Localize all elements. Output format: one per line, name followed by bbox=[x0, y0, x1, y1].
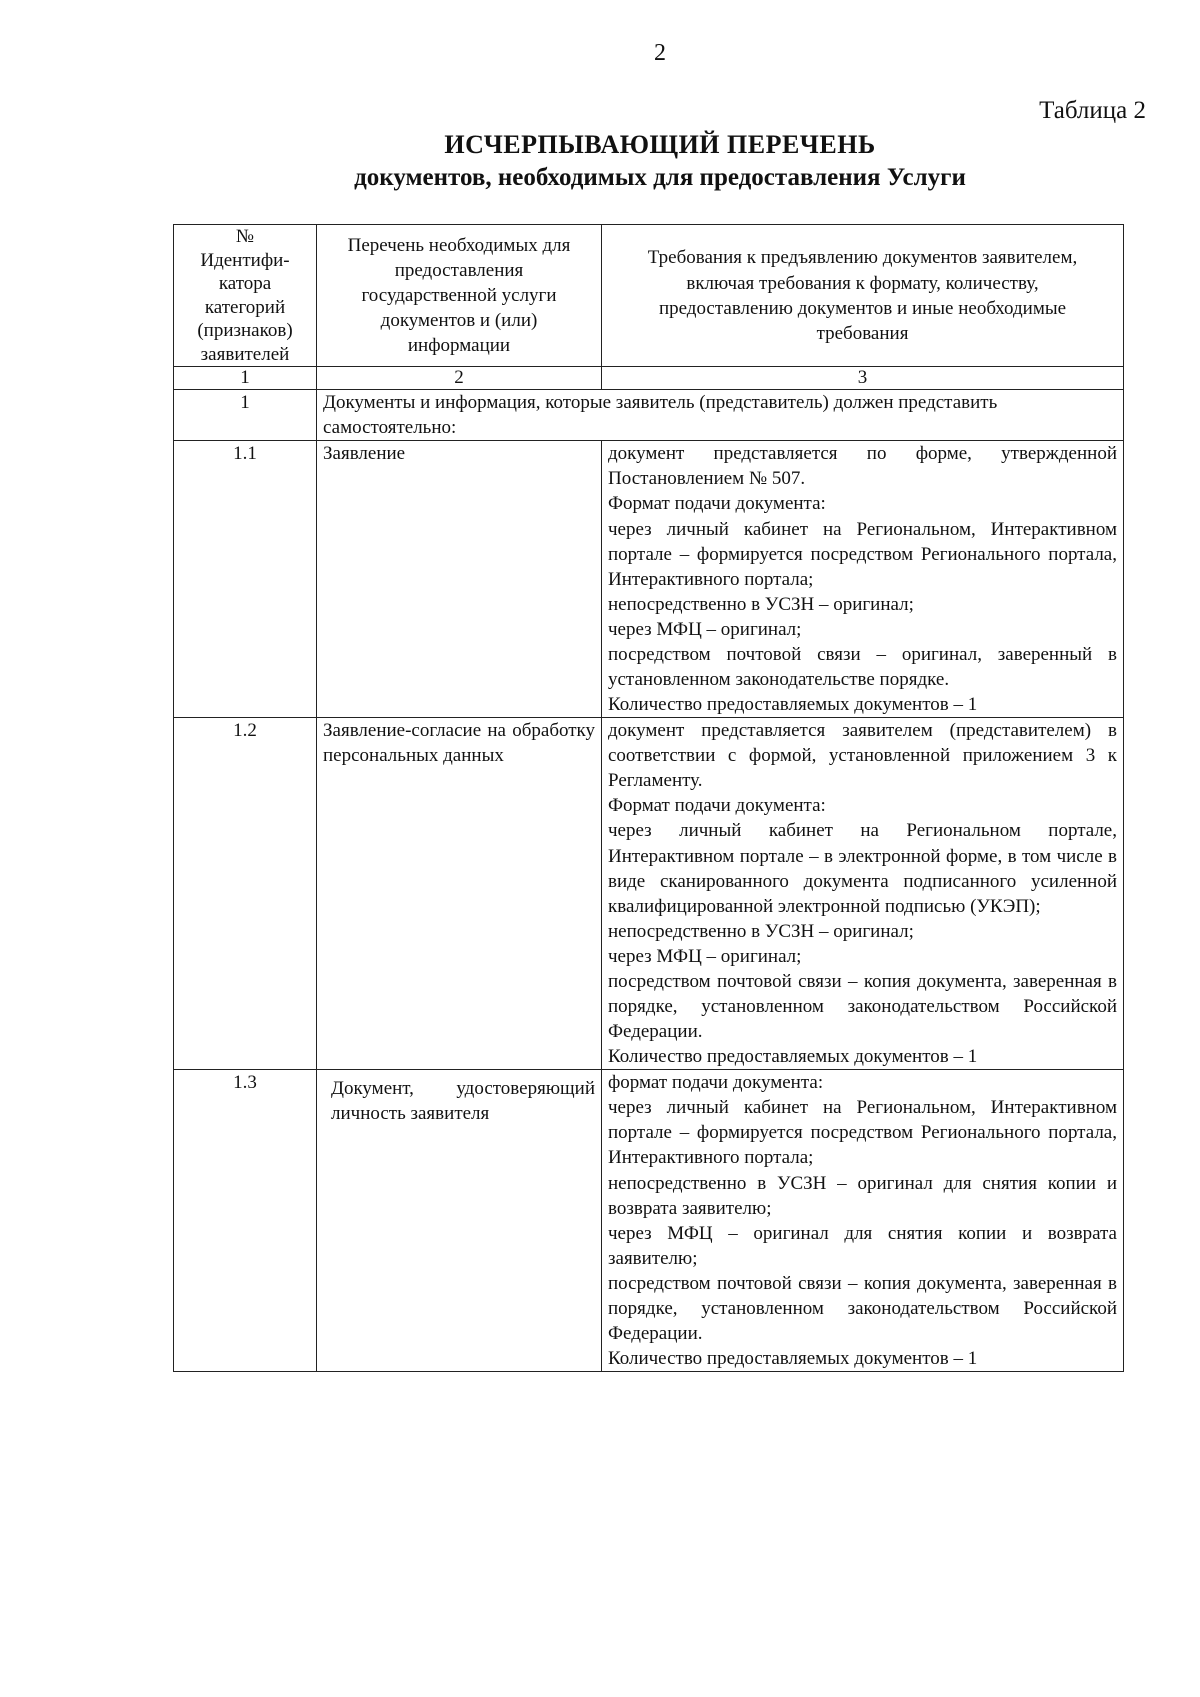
section-row bbox=[174, 390, 1124, 441]
column-number: 2 bbox=[317, 367, 602, 390]
requirement-line: Формат подачи документа: bbox=[608, 795, 826, 817]
header-line: документов и (или) bbox=[380, 310, 538, 332]
section-id: 1 bbox=[174, 390, 317, 441]
table-row bbox=[174, 718, 1124, 1070]
header-line: включая требования к формату, количеству, bbox=[686, 272, 1039, 294]
requirement-line: через личный кабинет на Региональном портале, Интерактивном портале – в электронной форме, в том числе в виде сканированного документа подписанного усиленной квалифицированной электронной подписью (УКЭП); bbox=[608, 820, 1117, 917]
row-document: Заявление bbox=[317, 441, 602, 718]
header-line: предоставлению документов и иные необходимые bbox=[658, 297, 1067, 319]
row-requirements bbox=[602, 1070, 1124, 1372]
row-document: Документ, удостоверяющий личность заявителя bbox=[317, 1070, 602, 1372]
document-subtitle: документов, необходимых для предоставления Услуги bbox=[354, 164, 966, 191]
row-requirements bbox=[602, 718, 1124, 1070]
header-line: требования bbox=[816, 322, 909, 344]
page-number: 2 bbox=[654, 40, 666, 66]
table-row bbox=[174, 441, 1124, 718]
requirement-line: через личный кабинет на Региональном, Интерактивном портале – формируется посредством Регионального портала, Интерактивного портала; bbox=[608, 518, 1117, 590]
requirement-line: посредством почтовой связи – оригинал, заверенный в установленном законодательстве порядке. bbox=[608, 643, 1117, 690]
row-document: Заявление-согласие на обработку персональных данных bbox=[317, 718, 602, 1070]
requirement-line: посредством почтовой связи – копия документа, заверенная в порядке, установленном законодательством Российской Федерации. bbox=[608, 970, 1117, 1043]
requirement-line: документ представляется заявителем (представителем) в соответствии с формой, установленной приложением 3 к Регламенту. bbox=[608, 720, 1117, 792]
requirement-line: непосредственно в УСЗН – оригинал; bbox=[608, 920, 914, 942]
requirement-line: посредством почтовой связи – копия документа, заверенная в порядке, установленном законодательством Российской Федерации. bbox=[608, 1272, 1117, 1345]
header-line: (признаков) bbox=[197, 320, 293, 342]
row-requirements bbox=[602, 441, 1124, 718]
table-caption: Таблица 2 bbox=[1039, 97, 1146, 124]
header-line: № bbox=[235, 226, 255, 247]
table-header-row bbox=[174, 225, 1124, 367]
row-id: 1.1 bbox=[174, 441, 317, 718]
header-line: Перечень необходимых для bbox=[347, 234, 571, 256]
requirement-line: документ представляется по форме, утвержденной Постановлением № 507. bbox=[608, 443, 1117, 490]
document-title: ИСЧЕРПЫВАЮЩИЙ ПЕРЕЧЕНЬ bbox=[444, 130, 876, 159]
header-line: катора bbox=[218, 273, 272, 295]
requirement-line: через МФЦ – оригинал для снятия копии и возврата заявителю; bbox=[608, 1222, 1117, 1269]
header-line: информации bbox=[407, 335, 511, 357]
header-required-documents bbox=[317, 225, 602, 367]
requirement-line: формат подачи документа: bbox=[608, 1072, 824, 1094]
column-number: 1 bbox=[174, 367, 317, 390]
column-number-row bbox=[174, 367, 1124, 390]
requirement-line: Формат подачи документа: bbox=[608, 493, 826, 515]
header-line: государственной услуги bbox=[361, 285, 557, 307]
requirement-line: непосредственно в УСЗН – оригинал для снятия копии и возврата заявителю; bbox=[608, 1172, 1117, 1219]
header-line: предоставления bbox=[394, 260, 524, 282]
header-line: категорий bbox=[204, 296, 286, 318]
requirement-line: через МФЦ – оригинал; bbox=[608, 945, 802, 967]
requirement-line: Количество предоставляемых документов – 1 bbox=[608, 1046, 978, 1068]
header-line: Идентифи- bbox=[200, 249, 290, 271]
row-id: 1.2 bbox=[174, 718, 317, 1070]
requirement-line: Количество предоставляемых документов – 1 bbox=[608, 1348, 978, 1370]
header-line: Требования к предъявлению документов заявителем, bbox=[647, 247, 1078, 269]
requirement-line: через личный кабинет на Региональном, Интерактивном портале – формируется посредством Регионального портала, Интерактивного портала; bbox=[608, 1097, 1117, 1169]
section-text: Документы и информация, которые заявитель (представитель) должен представить самостоятельно: bbox=[317, 390, 1124, 441]
row-id: 1.3 bbox=[174, 1070, 317, 1372]
header-requirements bbox=[602, 225, 1124, 367]
table-row bbox=[174, 1070, 1124, 1372]
requirement-line: Количество предоставляемых документов – 1 bbox=[608, 694, 978, 716]
header-applicant-category-id bbox=[174, 225, 317, 367]
header-line: заявителей bbox=[200, 343, 290, 365]
requirement-line: через МФЦ – оригинал; bbox=[608, 618, 802, 640]
documents-table bbox=[173, 224, 1124, 1372]
column-number: 3 bbox=[602, 367, 1124, 390]
requirement-line: непосредственно в УСЗН – оригинал; bbox=[608, 593, 914, 615]
